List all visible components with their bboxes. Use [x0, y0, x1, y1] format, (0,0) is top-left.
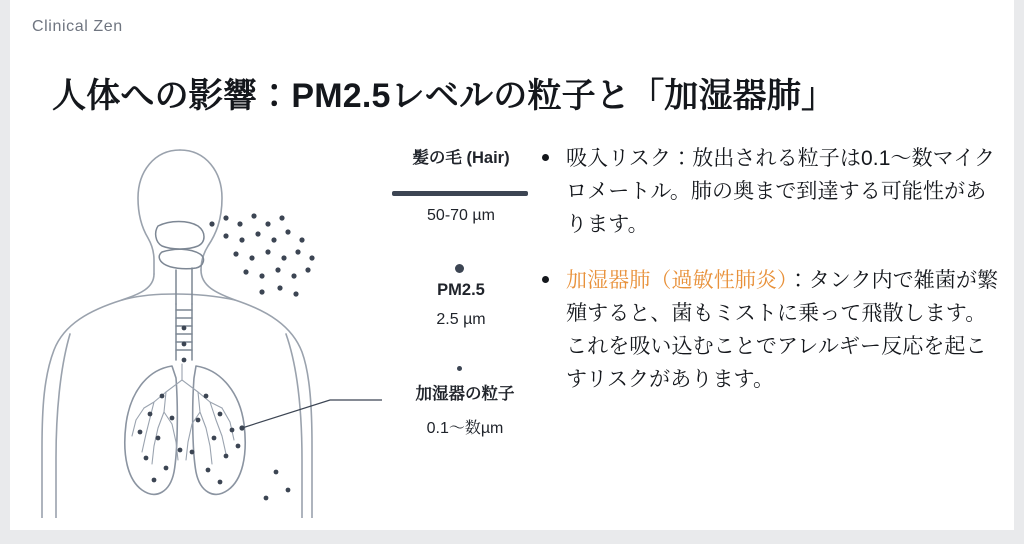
- humidifier-particle-size: [370, 410, 560, 438]
- humidifier-label-title: 加湿器の粒子: [415, 385, 515, 403]
- list-item: [540, 264, 1000, 397]
- humidifier-particle-label: [370, 384, 560, 405]
- hair-size-text: 50-70 µm: [427, 207, 495, 224]
- respiratory-diagram: [30, 128, 550, 518]
- hair-thickness-bar: [392, 191, 528, 196]
- bullet-lead-highlight: 加湿器肺（過敏性肺炎）: [566, 268, 788, 292]
- bullet-text: ：タンク内で雑菌が繁殖すると、菌もミストに乗って飛散します。これを吸い込むことでアレルギー反応を起こすリスクがあります。: [566, 268, 999, 392]
- pm25-size-text: 2.5 µm: [436, 311, 486, 328]
- bullet-text: 放出される粒子は0.1〜数マイクロメートル。肺の奥まで到達する可能性があります。: [566, 147, 996, 237]
- humidifier-particle-dot-icon: [457, 366, 462, 371]
- frame-edge-right: [1014, 0, 1024, 544]
- humidifier-size-text: 0.1〜数µm: [426, 420, 504, 437]
- list-item: [540, 142, 1000, 242]
- brand-label: Clinical Zen: [32, 18, 123, 35]
- bullet-dot-icon: [542, 276, 549, 283]
- pm25-dot-icon: [455, 264, 464, 273]
- page-title: 人体への影響：PM2.5レベルの粒子と「加湿器肺」: [52, 76, 836, 115]
- hair-size: [368, 202, 554, 225]
- bullet-list: [540, 142, 1000, 418]
- frame-edge-bottom: [0, 530, 1024, 544]
- frame-edge-left: [0, 0, 10, 544]
- pm25-label-title: PM2.5: [437, 281, 485, 299]
- pm25-size: [378, 306, 544, 329]
- hair-label-title: 髪の毛 (Hair): [412, 149, 510, 167]
- bullet-dot-icon: [542, 154, 549, 161]
- pm25-label: [378, 280, 544, 301]
- hair-label: [368, 148, 554, 169]
- bullet-lead: 吸入リスク：: [566, 147, 693, 170]
